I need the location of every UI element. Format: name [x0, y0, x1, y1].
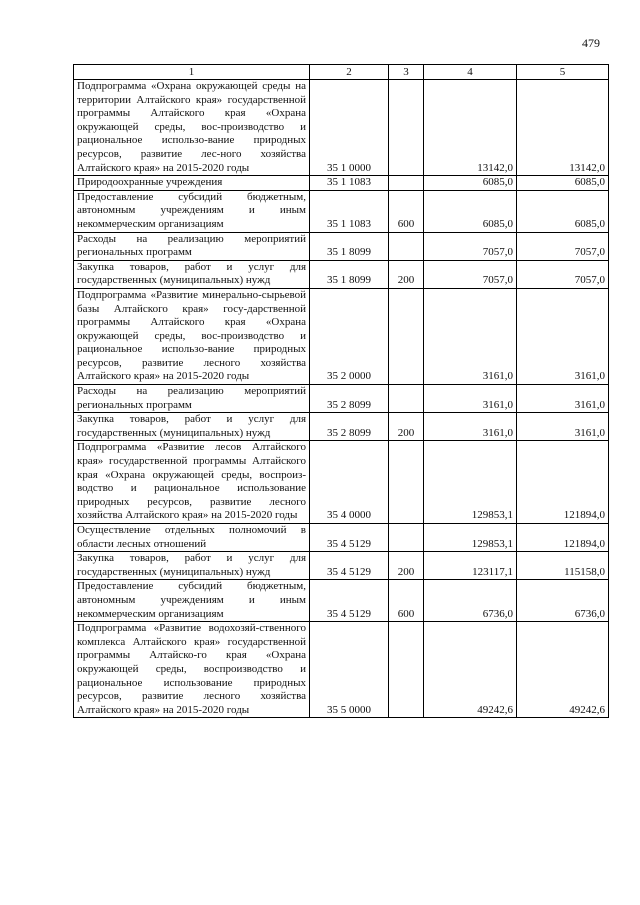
table-row [74, 260, 609, 288]
row-name: Предоставление субсидий бюджетным, автономным учреждениям и иным некоммерческим организациям [74, 580, 310, 622]
row-name: Закупка товаров, работ и услуг для государственных (муниципальных) нужд [74, 413, 310, 441]
row-sum-2016: 6085,0 [517, 190, 609, 232]
row-name: Расходы на реализацию мероприятий региональных программ [74, 385, 310, 413]
row-sum-2016: 121894,0 [517, 524, 609, 552]
row-expense-type [389, 622, 424, 718]
row-code: 35 4 0000 [310, 441, 389, 524]
table-row [74, 552, 609, 580]
row-name: Природоохранные учреждения [74, 176, 310, 191]
table-row [74, 622, 609, 718]
row-expense-type [389, 385, 424, 413]
row-sum-2015: 123117,1 [424, 552, 517, 580]
row-sum-2015: 6085,0 [424, 190, 517, 232]
row-expense-type [389, 441, 424, 524]
row-sum-2016: 3161,0 [517, 413, 609, 441]
row-code: 35 4 5129 [310, 552, 389, 580]
row-sum-2015: 6085,0 [424, 176, 517, 191]
row-sum-2016: 3161,0 [517, 385, 609, 413]
row-name: Расходы на реализацию мероприятий региональных программ [74, 232, 310, 260]
row-sum-2016: 13142,0 [517, 80, 609, 176]
row-sum-2015: 7057,0 [424, 260, 517, 288]
row-code: 35 1 8099 [310, 232, 389, 260]
header-col-4: 4 [424, 65, 517, 80]
header-col-2: 2 [310, 65, 389, 80]
row-sum-2016: 3161,0 [517, 288, 609, 384]
row-name: Подпрограмма «Развитие водохозяй-ственного комплекса Алтайского края» государственной программы Алтайско-го края «Охрана окружающей среды, воспроизводство и рациональное использование природных ресурсов, развитие лесного хозяйства Алтайского края» на 2015-2020 годы [74, 622, 310, 718]
row-expense-type [389, 80, 424, 176]
table-row [74, 413, 609, 441]
row-sum-2015: 7057,0 [424, 232, 517, 260]
row-sum-2016: 7057,0 [517, 260, 609, 288]
row-name: Подпрограмма «Развитие минерально-сырьевой базы Алтайского края» госу-дарственной программы Алтайского края «Охрана окружающей среды, вос-производство и рациональное использо-вание природных ресурсов, развитие лесного хозяйства Алтайского края» на 2015-2020 годы [74, 288, 310, 384]
table-row [74, 232, 609, 260]
row-name: Подпрограмма «Охрана окружающей среды на территории Алтайского края» государственной программы Алтайского края «Охрана окружающей среды, вос-производство и рациональное использо-вание природных ресурсов, развитие лес-ного хозяйства Алтайского края» на 2015-2020 годы [74, 80, 310, 176]
page-number: 479 [582, 36, 600, 50]
row-name: Закупка товаров, работ и услуг для государственных (муниципальных) нужд [74, 552, 310, 580]
row-sum-2015: 3161,0 [424, 385, 517, 413]
row-sum-2016: 49242,6 [517, 622, 609, 718]
row-sum-2016: 6085,0 [517, 176, 609, 191]
row-expense-type: 200 [389, 552, 424, 580]
row-sum-2015: 13142,0 [424, 80, 517, 176]
table-row [74, 288, 609, 384]
row-code: 35 1 1083 [310, 190, 389, 232]
row-code: 35 2 8099 [310, 413, 389, 441]
table-row [74, 176, 609, 191]
budget-table [73, 64, 609, 718]
row-expense-type [389, 524, 424, 552]
row-expense-type: 200 [389, 413, 424, 441]
row-code: 35 2 8099 [310, 385, 389, 413]
header-row [74, 65, 609, 80]
table-row [74, 190, 609, 232]
row-sum-2016: 121894,0 [517, 441, 609, 524]
row-expense-type [389, 176, 424, 191]
row-sum-2015: 129853,1 [424, 441, 517, 524]
row-expense-type [389, 232, 424, 260]
row-sum-2015: 3161,0 [424, 288, 517, 384]
row-expense-type: 200 [389, 260, 424, 288]
table-row [74, 385, 609, 413]
table-row [74, 524, 609, 552]
row-name: Осуществление отдельных полномочий в области лесных отношений [74, 524, 310, 552]
row-sum-2015: 49242,6 [424, 622, 517, 718]
row-code: 35 1 8099 [310, 260, 389, 288]
row-sum-2016: 115158,0 [517, 552, 609, 580]
row-code: 35 1 1083 [310, 176, 389, 191]
row-code: 35 5 0000 [310, 622, 389, 718]
row-expense-type [389, 288, 424, 384]
header-col-1: 1 [74, 65, 310, 80]
table-row [74, 441, 609, 524]
row-code: 35 1 0000 [310, 80, 389, 176]
row-name: Подпрограмма «Развитие лесов Алтайского края» государственной программы Алтайского края «Охрана окружающей среды, воспроиз-водство и рациональное использование природных ресурсов, развитие лесного хозяйства Алтайского края» на 2015-2020 годы [74, 441, 310, 524]
row-expense-type: 600 [389, 580, 424, 622]
row-code: 35 4 5129 [310, 524, 389, 552]
row-sum-2016: 7057,0 [517, 232, 609, 260]
row-sum-2015: 6736,0 [424, 580, 517, 622]
table-row [74, 80, 609, 176]
row-expense-type: 600 [389, 190, 424, 232]
row-name: Предоставление субсидий бюджетным, автономным учреждениям и иным некоммерческим организациям [74, 190, 310, 232]
row-code: 35 4 5129 [310, 580, 389, 622]
row-name: Закупка товаров, работ и услуг для государственных (муниципальных) нужд [74, 260, 310, 288]
table-row [74, 580, 609, 622]
header-col-5: 5 [517, 65, 609, 80]
header-col-3: 3 [389, 65, 424, 80]
row-code: 35 2 0000 [310, 288, 389, 384]
row-sum-2016: 6736,0 [517, 580, 609, 622]
row-sum-2015: 129853,1 [424, 524, 517, 552]
row-sum-2015: 3161,0 [424, 413, 517, 441]
